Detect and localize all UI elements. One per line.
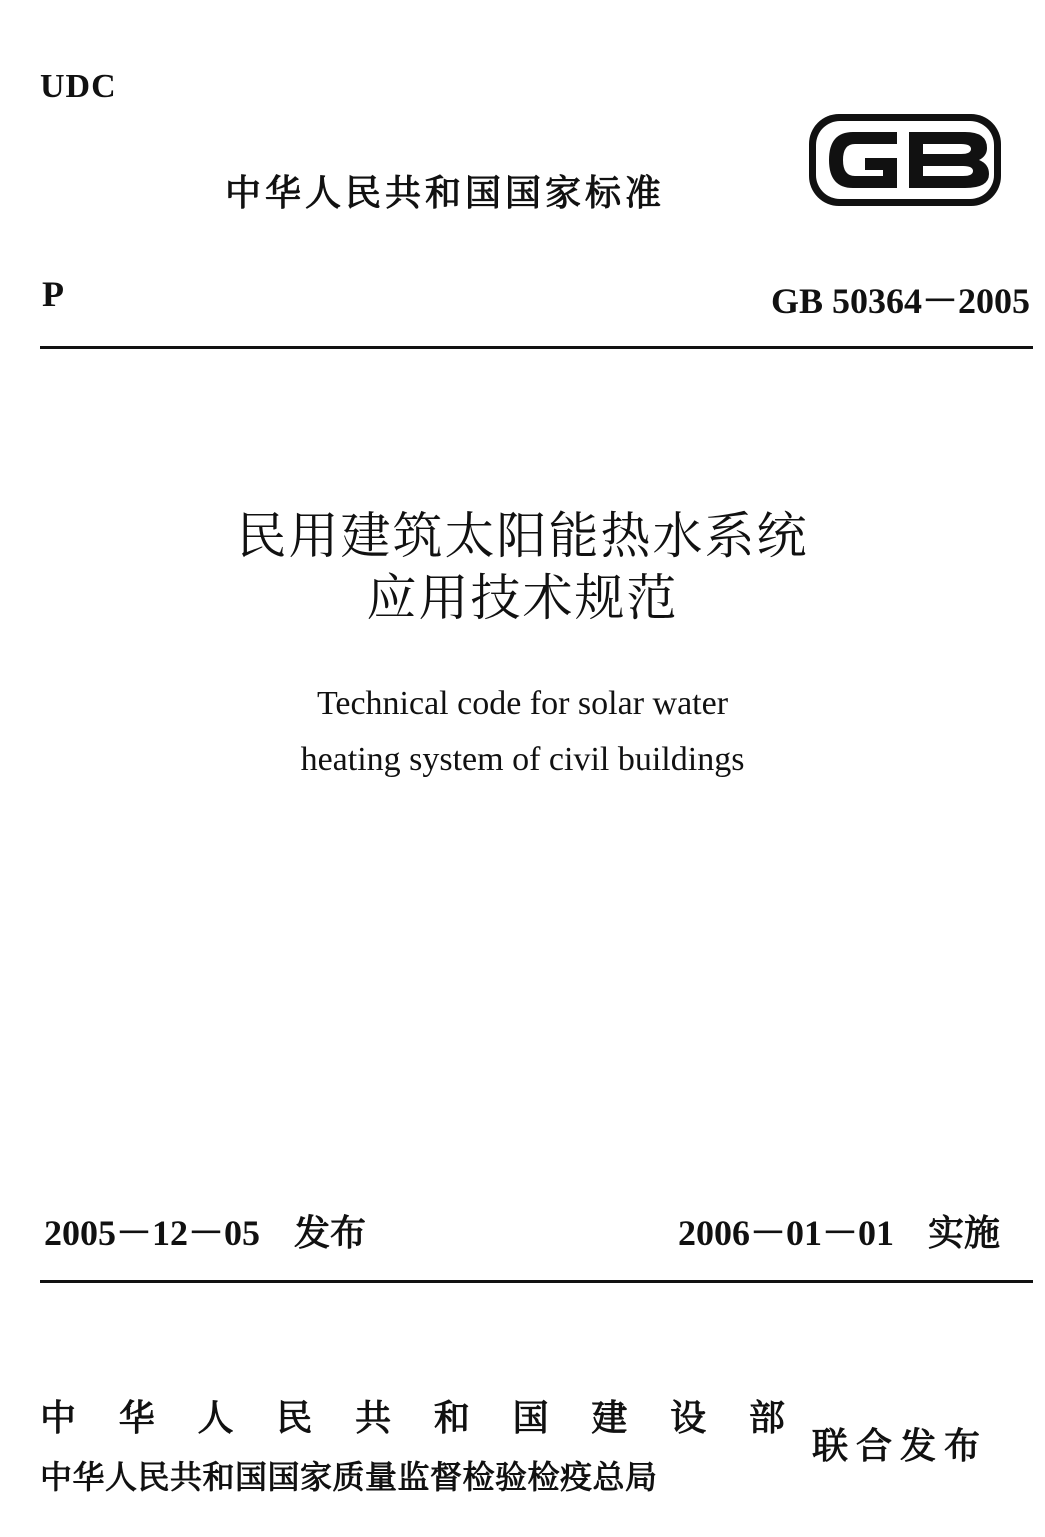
issuer-char: 人: [197, 1398, 234, 1439]
chinese-title: [0, 505, 1045, 629]
issue-date: 2005－12－05: [44, 1213, 261, 1253]
national-standard-heading: 中华人民共和国国家标准: [225, 173, 666, 214]
issuer-char: 部: [748, 1398, 785, 1439]
english-title-line-1: Technical code for solar water: [316, 685, 729, 722]
gb-logo: [805, 110, 1005, 210]
issuer-char: 华: [118, 1398, 155, 1439]
top-divider: [40, 346, 1033, 349]
issuer-char: 共: [355, 1398, 392, 1439]
issuer-char: 民: [276, 1398, 313, 1439]
udc-label: UDC: [40, 68, 117, 105]
joint-issue-label: 联合发布: [812, 1426, 989, 1467]
issue-date-block: [44, 1205, 366, 1256]
issuer-char: 中: [40, 1398, 77, 1439]
implementation-date-block: [678, 1205, 1000, 1256]
english-title: [0, 676, 1045, 788]
issuer-char: 建: [591, 1398, 628, 1439]
bottom-divider: [40, 1280, 1033, 1283]
chinese-title-line-1: 民用建筑太阳能热水系统: [236, 507, 809, 565]
issuer-char: 和: [433, 1398, 470, 1439]
issuer-ministry-of-construction: [40, 1390, 785, 1441]
english-title-line-2: heating system of civil buildings: [300, 741, 745, 778]
issuer-char: 设: [670, 1398, 707, 1439]
implementation-label: 实施: [927, 1213, 1000, 1254]
classification-code: P: [42, 274, 64, 314]
implementation-date: 2006－01－01: [677, 1213, 894, 1253]
issuer-char: 国: [512, 1398, 549, 1439]
issue-label: 发布: [294, 1213, 367, 1254]
chinese-title-line-2: 应用技术规范: [366, 569, 679, 627]
standard-number: GB 50364－2005: [770, 281, 1030, 321]
issuer-aqsiq: 中华人民共和国国家质量监督检验检疫总局: [40, 1458, 658, 1496]
